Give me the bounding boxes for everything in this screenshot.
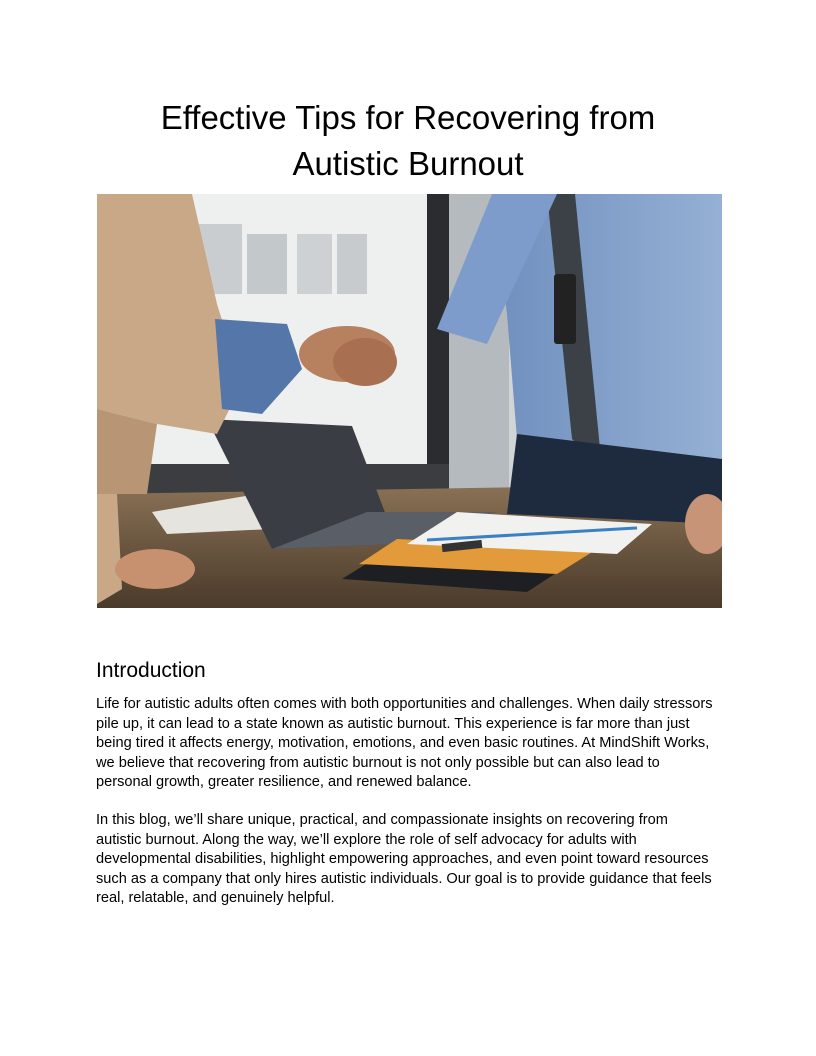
paragraph-line: autistic burnout. Along the way, we’ll explore the role of self advocacy for adults with [96, 831, 637, 848]
title-line-1: Effective Tips for Recovering from [160, 99, 656, 136]
paragraph-line: pile up, it can lead to a state known as autistic burnout. This experience is far more than just [96, 715, 690, 732]
section-heading: Introduction [96, 659, 206, 682]
handshake-photo [97, 194, 722, 608]
intro-paragraph-1 [96, 695, 721, 793]
paragraph-line: being tired it affects energy, motivation, emotions, and even basic routines. At MindShift Works, [96, 735, 710, 752]
paragraph-line: personal growth, greater resilience, and renewed balance. [96, 774, 472, 791]
title-line-2: Autistic Burnout [292, 145, 524, 182]
paragraph-line: In this blog, we’ll share unique, practical, and compassionate insights on recovering from [96, 812, 668, 828]
paragraph-line: Life for autistic adults often comes with both opportunities and challenges. When daily stressors [96, 696, 713, 712]
paragraph-line: such as a company that only hires autistic individuals. Our goal is to provide guidance that feels [96, 870, 712, 887]
paragraph-line: we believe that recovering from autistic burnout is not only possible but can also lead to [96, 754, 660, 771]
intro-paragraph-2 [96, 811, 721, 909]
document-title [96, 95, 720, 187]
paragraph-line: real, relatable, and genuinely helpful. [96, 890, 335, 907]
paragraph-line: developmental disabilities, highlight empowering approaches, and even point toward resources [96, 851, 709, 868]
